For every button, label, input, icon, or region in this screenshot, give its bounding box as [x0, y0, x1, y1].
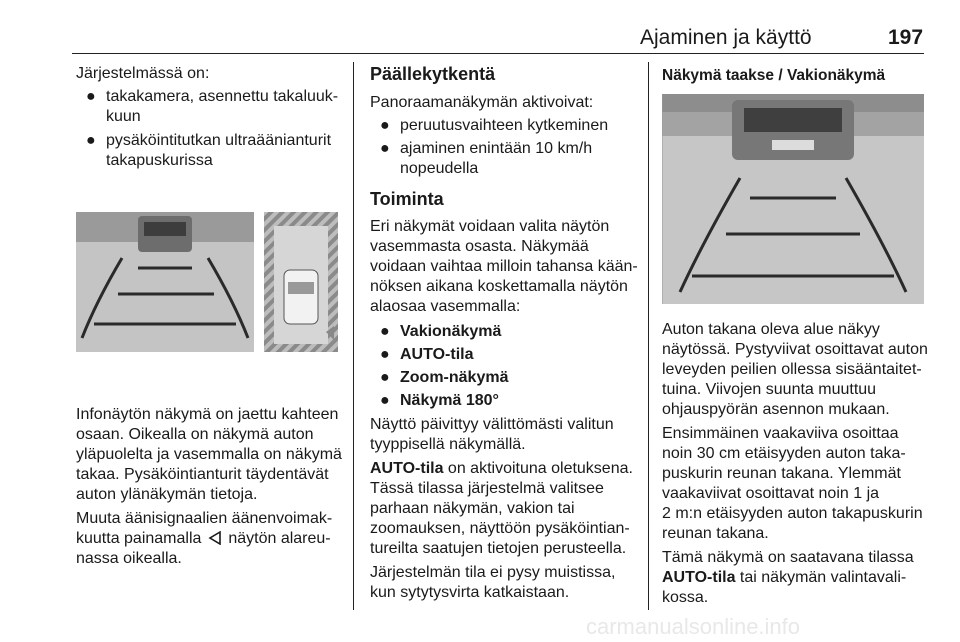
column-1-text [76, 405, 348, 569]
bullet-line: peruutusvaihteen kytkeminen [400, 117, 609, 134]
view-mode-label: Vakionäkymä [400, 323, 502, 340]
col1-paragraph [76, 405, 348, 505]
col1-bullet [76, 87, 346, 127]
text-line: voidaan vaihtaa milloin tahansa kään- [370, 258, 638, 275]
page-number: 197 [888, 26, 924, 49]
text-line: Ensimmäinen vaakaviiva osoittaa [662, 425, 899, 442]
text-line: Tässä tilassa järjestelmä valitsee [370, 480, 604, 497]
text-line: tai näkymän valintavali- [735, 569, 907, 586]
text-line: Muuta äänisignaalien äänenvoimak- [76, 510, 333, 527]
view-mode-item [370, 322, 642, 342]
text-line: noin 30 cm etäisyyden auton taka- [662, 445, 906, 462]
page-header-title: Ajaminen ja käyttö [640, 26, 812, 49]
text-line: ohjauspyörän asennon mukaan. [662, 401, 890, 418]
auto-mode-term: AUTO-tila [370, 460, 444, 477]
text-line: puskurin reunan takana. Ylemmät [662, 465, 901, 482]
text-line: näytössä. Pystyviivat osoittavat auton [662, 341, 928, 358]
text-line: 2 m:n etäisyyden auton takapuskurin [662, 505, 923, 522]
col2-paragraph [370, 415, 642, 455]
bullet-dot: ● [86, 88, 96, 105]
text-line: leveyden peilien ollessa sisääntaitet- [662, 361, 922, 378]
text-line: kuutta painamalla [76, 530, 202, 547]
text-line: Auton takana oleva alue näkyy [662, 321, 880, 338]
col3-paragraph [662, 548, 928, 608]
text-line: tyyppisellä näkymällä. [370, 436, 526, 453]
section-heading: Näkymä taakse / Vakionäkymä [662, 67, 886, 84]
text-line: reunan takana. [662, 525, 769, 542]
column-3-text [662, 320, 928, 608]
text-line: alaosaa vasemmalla: [370, 298, 521, 315]
text-line: tuina. Viivojen suunta muuttuu [662, 381, 877, 398]
bullet-line: ajaminen enintään 10 km/h [400, 140, 593, 157]
col1-paragraph [76, 509, 348, 569]
col3-paragraph [662, 424, 928, 544]
text-line: parhaan näkymän, vakion tai [370, 500, 575, 517]
col2-paragraph [370, 563, 642, 603]
split-view-illustration [76, 212, 338, 352]
bullet-dot: ● [86, 132, 96, 149]
bullet-line: takakamera, asennettu takaluuk- [106, 88, 339, 105]
bullet-line: pysäköintitutkan ultraäänianturit [106, 132, 332, 149]
bullet-dot: ● [380, 369, 390, 386]
text-line: on aktivoituna oletuksena. [443, 460, 633, 477]
bullet-line: nopeudella [400, 160, 479, 177]
view-mode-label: AUTO-tila [400, 346, 474, 363]
watermark: carmanualsonline.info [586, 614, 801, 639]
bullet-dot: ● [380, 140, 390, 157]
col1-bullet [76, 131, 346, 171]
view-mode-label: Zoom-näkymä [400, 369, 509, 386]
bullet-dot: ● [380, 392, 390, 409]
text-line: osaan. Oikealla on näkymä auton [76, 426, 314, 443]
col2-bullet [370, 139, 642, 179]
col2-bullet [370, 116, 642, 136]
mute-speaker-icon [208, 531, 222, 545]
text-line: Infonäytön näkymä on jaettu kahteen [76, 406, 339, 423]
view-mode-label: Näkymä 180° [400, 392, 499, 409]
text-line: vasemmasta osasta. Näkymää [370, 238, 589, 255]
text-line: näytön alareu- [228, 530, 331, 547]
text-line: auton ylänäkymän tietoja. [76, 486, 258, 503]
bullet-dot: ● [380, 117, 390, 134]
bullet-line: kuun [106, 108, 141, 125]
column-divider-2 [648, 62, 649, 610]
col2-paragraph [370, 217, 642, 317]
text-line: kun sytytysvirta katkaistaan. [370, 584, 570, 601]
text-line: nassa oikealla. [76, 550, 182, 567]
text-line: takaa. Pysäköintianturit täydentävät [76, 466, 329, 483]
text-line: Tämä näkymä on saatavana tilassa [662, 549, 914, 566]
col3-paragraph [662, 320, 928, 420]
section-heading: Päällekytkentä [370, 64, 496, 84]
text-line: tureilta saatujen tietojen perusteella. [370, 540, 627, 557]
bullet-dot: ● [380, 346, 390, 363]
column-divider-1 [353, 62, 354, 610]
text-line: zoomauksen, näyttöön pysäköintian- [370, 520, 630, 537]
header-rule [72, 53, 924, 54]
view-mode-item [370, 345, 642, 365]
text-line: Järjestelmän tila ei pysy muistissa, [370, 564, 616, 581]
bullet-line: takapuskurissa [106, 152, 213, 169]
text-line: yläpuolelta ja vasemmalla on näkymä [76, 446, 342, 463]
column-2 [370, 64, 642, 603]
section-subheading: Toiminta [370, 189, 444, 209]
text-line: Eri näkymät voidaan valita näytön [370, 218, 610, 235]
column-1 [76, 64, 346, 171]
rear-camera-view-illustration [662, 94, 924, 304]
text-line: Näyttö päivittyy välittömästi valitun [370, 416, 614, 433]
view-mode-item [370, 391, 642, 411]
col2-intro: Panoraamanäkymän aktivoivat: [370, 94, 594, 111]
view-mode-item [370, 368, 642, 388]
col1-intro: Järjestelmässä on: [76, 65, 210, 82]
text-line: kossa. [662, 589, 709, 606]
column-3 [662, 66, 924, 86]
text-line: vaakaviivat osoittavat noin 1 ja [662, 485, 880, 502]
col2-paragraph [370, 459, 642, 559]
auto-mode-term: AUTO-tila [662, 569, 736, 586]
bullet-dot: ● [380, 323, 390, 340]
text-line: nöksen aikana koskettamalla näytön [370, 278, 628, 295]
